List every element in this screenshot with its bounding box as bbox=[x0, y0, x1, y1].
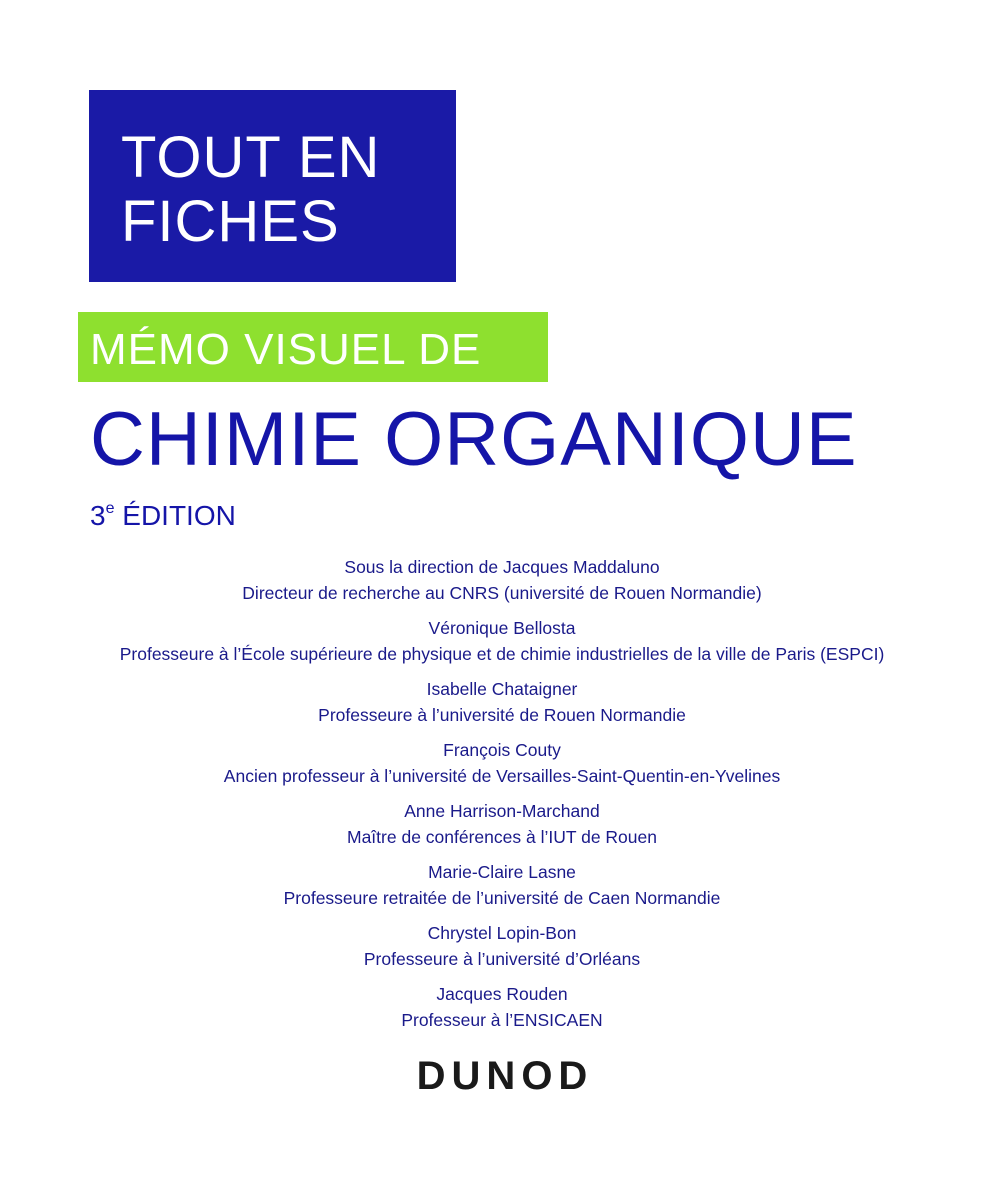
credit-item bbox=[60, 798, 944, 859]
credits-list bbox=[60, 554, 944, 1042]
credit-role: Directeur de recherche au CNRS (université de Rouen Normandie) bbox=[242, 583, 762, 603]
credit-name: Anne Harrison-Marchand bbox=[404, 801, 600, 821]
credit-role: Professeure à l’université de Rouen Normandie bbox=[318, 705, 686, 725]
credit-role: Professeur à l’ENSICAEN bbox=[401, 1010, 603, 1030]
edition-text: ÉDITION bbox=[114, 500, 236, 531]
credit-name: François Couty bbox=[443, 740, 561, 760]
credit-role: Ancien professeur à l’université de Versailles-Saint-Quentin-en-Yvelines bbox=[223, 766, 781, 786]
credit-name: Marie-Claire Lasne bbox=[428, 862, 576, 882]
edition-label bbox=[90, 496, 236, 536]
credit-item bbox=[60, 615, 944, 676]
edition-number: 3 bbox=[90, 500, 106, 531]
credit-name: Isabelle Chataigner bbox=[426, 679, 578, 699]
publisher-logo: DUNOD bbox=[416, 1054, 594, 1098]
subtitle: MÉMO VISUEL DE bbox=[90, 325, 482, 374]
credit-name: Sous la direction de Jacques Maddaluno bbox=[344, 557, 660, 577]
book-title: CHIMIE ORGANIQUE bbox=[90, 397, 858, 482]
credit-item bbox=[60, 920, 944, 981]
series-banner bbox=[89, 90, 456, 282]
credit-name: Chrystel Lopin-Bon bbox=[427, 923, 577, 943]
credit-item bbox=[60, 859, 944, 920]
credit-name: Jacques Rouden bbox=[436, 984, 568, 1004]
series-line-1: TOUT EN bbox=[121, 125, 381, 190]
series-line-2: FICHES bbox=[121, 189, 340, 254]
credit-item bbox=[60, 737, 944, 798]
subtitle-banner bbox=[78, 312, 548, 382]
credit-role: Maître de conférences à l’IUT de Rouen bbox=[347, 827, 657, 847]
credit-item bbox=[60, 554, 944, 615]
credit-item bbox=[60, 981, 944, 1042]
credit-item bbox=[60, 676, 944, 737]
credit-name: Véronique Bellosta bbox=[428, 618, 576, 638]
credit-role: Professeure à l’université d’Orléans bbox=[363, 949, 641, 969]
credit-role: Professeure retraitée de l’université de Caen Normandie bbox=[283, 888, 721, 908]
credit-role: Professeure à l’École supérieure de physique et de chimie industrielles de la ville de Paris (ESPCI) bbox=[119, 644, 885, 664]
edition-suffix: e bbox=[105, 500, 115, 517]
